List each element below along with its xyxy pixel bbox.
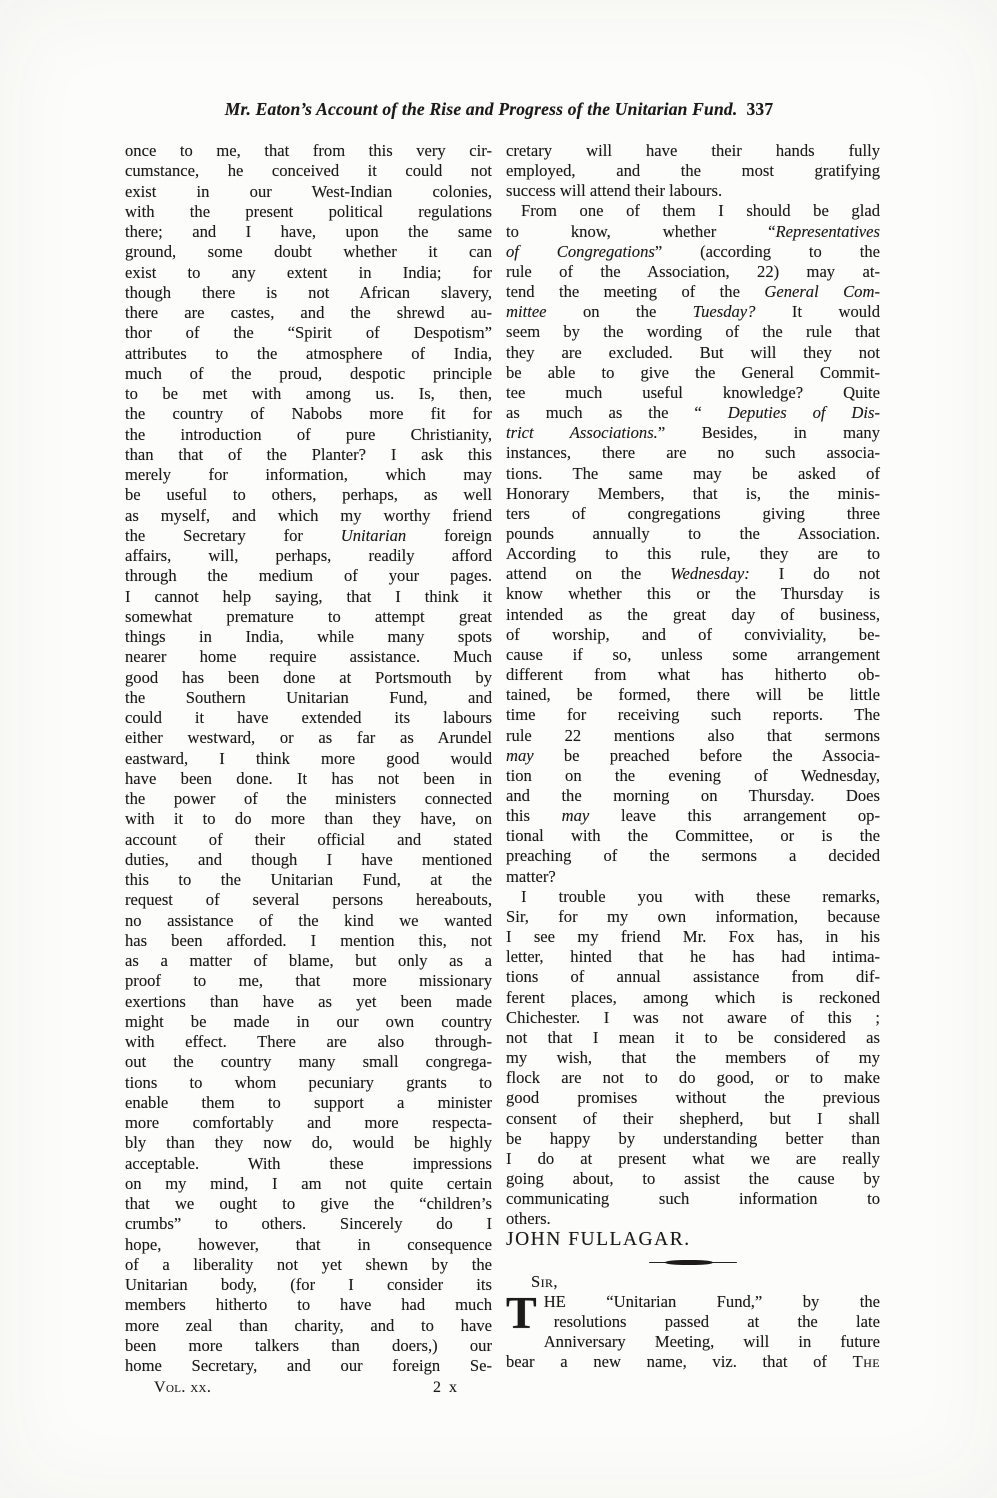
- text-line: different from what has hitherto ob-: [506, 665, 880, 685]
- text-line: From one of them I should be glad: [521, 201, 880, 221]
- text-line: I see my friend Mr. Fox has, in his: [506, 927, 880, 947]
- text-line: cretary will have their hands fully: [506, 141, 880, 160]
- text-line: rule of the Association, 22) may at-: [506, 261, 880, 281]
- text-line: they are excluded. But will they not: [506, 342, 880, 362]
- text-line: more zeal than charity, and to have: [125, 1315, 492, 1335]
- signature-mark: 2 x: [433, 1379, 459, 1397]
- text-line: be able to give the General Commit-: [506, 362, 880, 382]
- text-line: with the present political regulations: [125, 201, 492, 221]
- text-line: the power of the ministers connected: [125, 789, 492, 808]
- text-line: this may leave this arrangement op-: [506, 806, 880, 826]
- text-line: eastward, I think more good would: [125, 748, 492, 768]
- text-line: to be met with among us. Is, then,: [125, 384, 492, 403]
- text-line: consent of their shepherd, but I shall: [506, 1108, 880, 1128]
- text-line: know whether this or the Thursday is: [506, 584, 880, 604]
- text-line: as a matter of blame, but only as a: [125, 951, 492, 970]
- text-line: pounds annually to the Association.: [506, 523, 880, 543]
- text-line: the Secretary for Unitarian foreign: [125, 525, 492, 545]
- text-line: be happy by understanding better than: [506, 1128, 880, 1148]
- text-line: attend on the Wednesday: I do not: [506, 564, 880, 584]
- text-line: might be made in our own country: [125, 1011, 492, 1031]
- text-line: I trouble you with these remarks,: [521, 886, 880, 906]
- text-line: of a liberality not yet shewn by the: [125, 1254, 492, 1274]
- text-line: enable them to support a minister: [125, 1092, 492, 1112]
- text-line: communicating such information to: [506, 1189, 880, 1209]
- text-line: request of several persons hereabouts,: [125, 890, 492, 910]
- text-line: exist in our West-Indian colonies,: [125, 181, 492, 201]
- text-line: out the country many small congrega-: [125, 1052, 492, 1072]
- italic-text: Tuesday?: [692, 302, 756, 322]
- text-line: success will attend their labours.: [506, 181, 723, 201]
- italic-text: General Com-: [764, 282, 880, 302]
- italic-text: Wednesday:: [670, 564, 750, 584]
- text-line: ferent places, among which is reckoned: [506, 987, 880, 1007]
- text-line: good promises without the previous: [506, 1088, 880, 1108]
- text-line: time for receiving such reports. The: [506, 705, 880, 725]
- small-caps-text: The: [852, 1352, 880, 1372]
- text-line: the introduction of pure Christianity,: [125, 424, 492, 444]
- small-caps-text: Vol. xx.: [154, 1379, 212, 1397]
- text-line: more comfortably and more respecta-: [125, 1113, 492, 1132]
- left-column: [125, 141, 492, 1398]
- text-line: of worship, and of conviviality, be-: [506, 624, 880, 644]
- text-line: home Secretary, and our foreign Se-: [125, 1356, 492, 1375]
- text-line: acceptable. With these impressions: [125, 1153, 492, 1173]
- text-line: this to the Unitarian Fund, at the: [125, 870, 492, 889]
- text-line: tional with the Committee, or is the: [506, 826, 880, 846]
- text-line: Anniversary Meeting, will in future: [543, 1332, 880, 1352]
- text-line: duties, and though I have mentioned: [125, 849, 492, 869]
- text-line: cumstance, he conceived it could not: [125, 161, 492, 181]
- text-line: though there is not African slavery,: [125, 282, 492, 302]
- text-line: tend the meeting of the General Com-: [506, 282, 880, 302]
- text-line: with it to do more than they have, on: [125, 809, 492, 829]
- section-divider-icon: [649, 1259, 737, 1267]
- text-line: there; and I have, upon the same: [125, 222, 492, 241]
- letter-signature: JOHN FULLAGAR.: [506, 1229, 691, 1251]
- text-line: good has been done at Portsmouth by: [125, 667, 492, 687]
- text-line: proof to me, that more missionary: [125, 971, 492, 991]
- italic-text: Representatives: [775, 221, 880, 241]
- text-line: I cannot help saying, that I think it: [125, 586, 492, 606]
- text-line: no assistance of the kind we wanted: [125, 910, 492, 930]
- text-line: going about, to assist the cause by: [506, 1168, 880, 1188]
- text-line: be useful to others, perhaps, as well: [125, 485, 492, 505]
- text-line: tained, be formed, there will be little: [506, 685, 880, 705]
- text-line: tee much useful knowledge? Quite: [506, 382, 880, 402]
- text-line: the country of Nabobs more fit for: [125, 404, 492, 424]
- drop-cap: T: [506, 1286, 537, 1338]
- text-line: mittee on the Tuesday? It would: [506, 302, 881, 322]
- text-line: cause if so, unless some arrangement: [506, 644, 880, 664]
- text-line: tions of annual assistance from dif-: [506, 967, 880, 987]
- text-line: crumbs” to others. Sincerely do I: [125, 1214, 492, 1234]
- text-line: may be preached before the Associa-: [506, 745, 880, 765]
- dropcap-paragraph: [506, 1286, 880, 1373]
- text-line: HE “Unitarian Fund,” by the: [543, 1291, 880, 1311]
- volume-label: [154, 1378, 211, 1398]
- text-line: account of their official and stated: [125, 829, 492, 849]
- small-caps-text: Sir,: [531, 1271, 558, 1291]
- italic-text: may: [561, 806, 590, 826]
- text-line: instances, there are no such associa-: [506, 443, 880, 463]
- text-line: employed, and the most gratifying: [506, 161, 880, 181]
- text-line: on my mind, I am not quite certain: [125, 1173, 492, 1193]
- text-line: ground, some doubt whether it can: [125, 242, 492, 262]
- text-line: somewhat premature to attempt great: [125, 606, 492, 626]
- text-line: Chichester. I was not aware of this ;: [506, 1007, 880, 1027]
- text-line: and the morning on Thursday. Does: [506, 786, 880, 805]
- salutation: [506, 1272, 880, 1292]
- text-line: the Southern Unitarian Fund, and: [125, 687, 492, 707]
- text-line: through the medium of your pages.: [125, 566, 492, 586]
- text-line: tion on the evening of Wednesday,: [506, 765, 880, 785]
- text-line: with effect. There are also through-: [125, 1032, 492, 1051]
- text-line: has been afforded. I mention this, not: [125, 930, 492, 950]
- italic-text: trict Associations.: [506, 423, 658, 443]
- text-line: my wish, that the members of my: [506, 1048, 880, 1068]
- text-line: members hitherto to have had much: [125, 1295, 492, 1315]
- text-line: have been done. It has not been in: [125, 768, 492, 788]
- page-header: [118, 99, 880, 120]
- text-line: could it have extended its labours: [125, 708, 492, 727]
- italic-text: may: [506, 745, 534, 765]
- running-title: Mr. Eaton’s Account of the Rise and Progress of the Unitarian Fund.: [224, 99, 738, 119]
- text-line: others.: [506, 1209, 551, 1229]
- text-line: attributes to the atmosphere of India,: [125, 343, 492, 363]
- text-columns: [125, 141, 880, 1398]
- text-line: tions. The same may be asked of: [506, 463, 880, 483]
- text-line: merely for information, which may: [125, 465, 492, 484]
- text-line: much of the proud, despotic principle: [125, 363, 492, 383]
- text-line: trict Associations.” Besides, in many: [506, 423, 881, 443]
- text-line: intended as the great day of business,: [506, 604, 880, 624]
- text-line: been more talkers than doers,) our: [125, 1335, 492, 1355]
- text-line: Honorary Members, that is, the minis-: [506, 483, 880, 503]
- text-line: seem by the wording of the rule that: [506, 322, 880, 342]
- text-line: preaching of the sermons a decided: [506, 846, 880, 866]
- text-line: exertions than have as yet been made: [125, 991, 492, 1011]
- volume-footer: [125, 1376, 492, 1398]
- text-line: resolutions passed at the late: [553, 1311, 880, 1331]
- text-line: Unitarian body, (for I consider its: [125, 1275, 492, 1294]
- text-line: tions to whom pecuniary grants to: [125, 1072, 492, 1092]
- text-line: not that I mean it to be considered as: [506, 1027, 880, 1047]
- text-line: once to me, that from this very cir-: [125, 141, 492, 160]
- text-line: that we ought to give the “children’s: [125, 1194, 492, 1213]
- text-line: to know, whether “Representatives: [506, 221, 880, 241]
- text-line: letter, hinted that he has had intima-: [506, 947, 880, 967]
- text-line: I do at present what we are really: [506, 1148, 880, 1168]
- text-line: thor of the “Spirit of Despotism”: [125, 323, 492, 343]
- text-line: than that of the Planter? I ask this: [125, 444, 492, 464]
- text-line: of Congregations” (according to the: [506, 241, 881, 261]
- italic-text: Unitarian: [340, 525, 407, 545]
- text-line: things in India, while many spots: [125, 627, 492, 646]
- text-line: Sir, for my own information, because: [506, 906, 880, 926]
- text-line: According to this rule, they are to: [506, 544, 880, 564]
- text-line: nearer home require assistance. Much: [125, 647, 492, 667]
- text-line: bly than they now do, would be highly: [125, 1133, 492, 1153]
- right-column: [506, 141, 880, 1398]
- text-line: there are castes, and the shrewd au-: [125, 303, 492, 322]
- italic-text: Deputies of Dis-: [727, 403, 880, 423]
- text-line: as much as the “ Deputies of Dis-: [506, 403, 880, 423]
- text-line: either westward, or as far as Arundel: [125, 728, 492, 748]
- text-line: rule 22 mentions also that sermons: [506, 725, 880, 745]
- text-line: ters of congregations giving three: [506, 503, 880, 523]
- text-line: exist to any extent in India; for: [125, 262, 492, 282]
- text-line: matter?: [506, 866, 556, 886]
- text-line: hope, however, that in consequence: [125, 1234, 492, 1254]
- italic-text: of Congregations: [506, 241, 655, 261]
- italic-text: mittee: [506, 302, 547, 322]
- text-line: bear a new name, viz. that of The: [506, 1352, 880, 1372]
- text-line: affairs, will, perhaps, readily afford: [125, 546, 492, 565]
- text-line: flock are not to do good, or to make: [506, 1068, 880, 1088]
- page-number: 337: [746, 99, 774, 119]
- text-line: as myself, and which my worthy friend: [125, 505, 492, 525]
